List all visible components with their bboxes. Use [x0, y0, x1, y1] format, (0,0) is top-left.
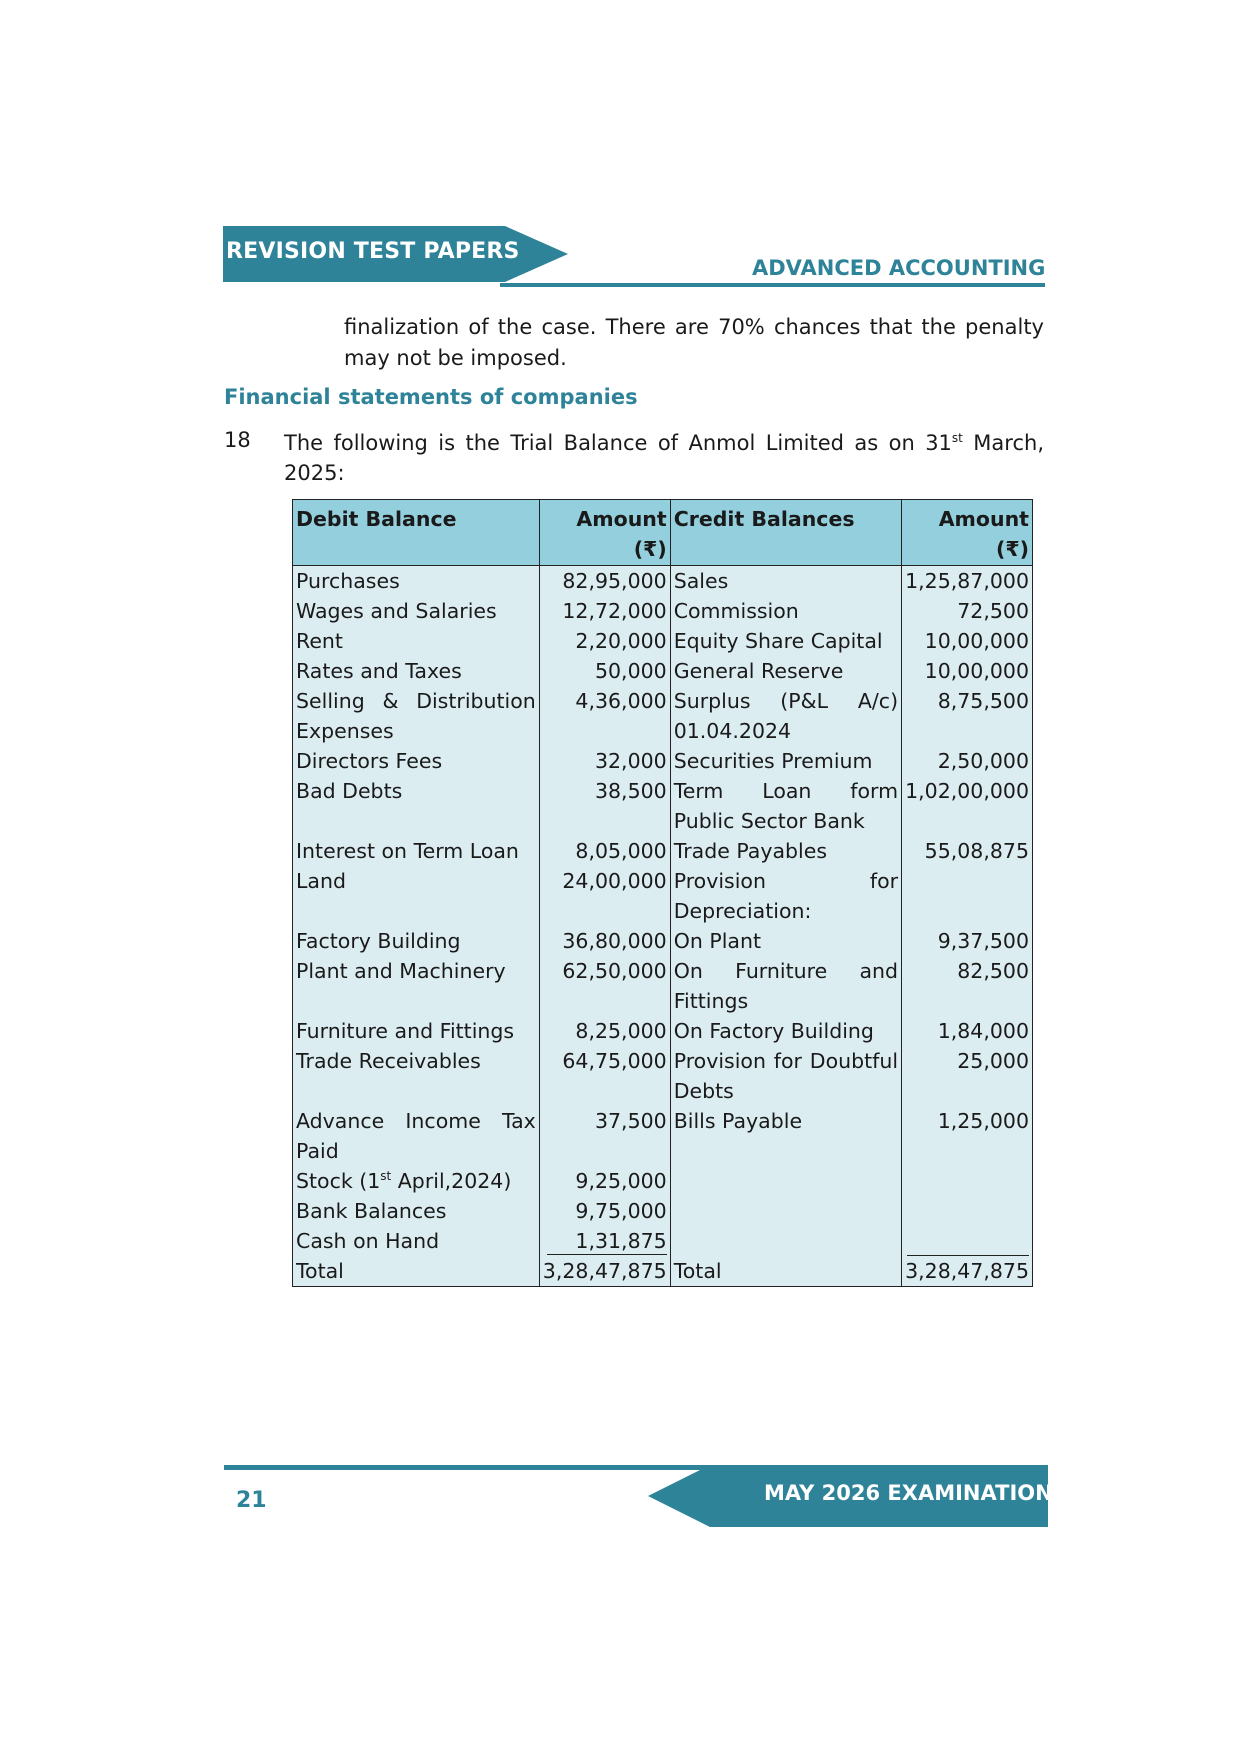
credit-item: On Factory Building	[670, 1016, 901, 1046]
question-text: The following is the Trial Balance of Anmol Limited as on 31st March, 2025:	[284, 431, 1044, 485]
credit-amount: 1,25,000	[902, 1106, 1033, 1166]
debit-total: 3,28,47,875	[539, 1256, 670, 1287]
intro-paragraph: finalization of the case. There are 70% chances that the penalty may not be imposed.	[344, 315, 1044, 370]
credit-amount	[902, 1166, 1033, 1196]
header-debit: Debit Balance	[293, 500, 540, 566]
header-credit: Credit Balances	[670, 500, 901, 566]
credit-amount: 1,25,87,000	[902, 566, 1033, 597]
credit-amount: 10,00,000	[902, 626, 1033, 656]
table-row	[293, 686, 1033, 746]
debit-item: Purchases	[293, 566, 540, 597]
debit-item: Plant and Machinery	[293, 956, 540, 1016]
debit-amount: 37,500	[539, 1106, 670, 1166]
credit-item	[670, 1166, 901, 1196]
debit-amount: 12,72,000	[539, 596, 670, 626]
debit-item: Interest on Term Loan	[293, 836, 540, 866]
credit-amount: 1,84,000	[902, 1016, 1033, 1046]
credit-amount: 1,02,00,000	[902, 776, 1033, 836]
debit-total-label: Total	[293, 1256, 540, 1287]
debit-item: Rent	[293, 626, 540, 656]
debit-item: Wages and Salaries	[293, 596, 540, 626]
credit-amount: 2,50,000	[902, 746, 1033, 776]
header-debit-amount: Amount (₹)	[539, 500, 670, 566]
header-credit-amount: Amount (₹)	[902, 500, 1033, 566]
header-right-title: ADVANCED ACCOUNTING	[752, 256, 1046, 280]
credit-total-label: Total	[670, 1256, 901, 1287]
table-row	[293, 566, 1033, 597]
table-row	[293, 1046, 1033, 1106]
debit-amount: 4,36,000	[539, 686, 670, 746]
credit-item: Equity Share Capital	[670, 626, 901, 656]
credit-item: Securities Premium	[670, 746, 901, 776]
credit-amount: 8,75,500	[902, 686, 1033, 746]
credit-amount	[902, 866, 1033, 926]
table-row	[293, 596, 1033, 626]
credit-amount: 82,500	[902, 956, 1033, 1016]
credit-item: Commission	[670, 596, 901, 626]
debit-amount: 9,25,000	[539, 1166, 670, 1196]
debit-amount: 50,000	[539, 656, 670, 686]
credit-item: Provision for Doubtful Debts	[670, 1046, 901, 1106]
footer-right-title: MAY 2026 EXAMINATION	[764, 1481, 1053, 1505]
table-row-cash	[293, 1226, 1033, 1256]
table-row	[293, 1016, 1033, 1046]
debit-item: Factory Building	[293, 926, 540, 956]
debit-amount: 62,50,000	[539, 956, 670, 1016]
credit-amount: 10,00,000	[902, 656, 1033, 686]
debit-item: Furniture and Fittings	[293, 1016, 540, 1046]
debit-item: Bank Balances	[293, 1196, 540, 1226]
debit-item: Selling & Distribution Expenses	[293, 686, 540, 746]
table-row	[293, 926, 1033, 956]
table-row	[293, 836, 1033, 866]
table-row	[293, 866, 1033, 926]
credit-item: Bills Payable	[670, 1106, 901, 1166]
debit-amount: 38,500	[539, 776, 670, 836]
question-number: 18	[224, 428, 251, 452]
debit-amount: 8,05,000	[539, 836, 670, 866]
credit-amount-rule	[902, 1226, 1033, 1256]
debit-item: Land	[293, 866, 540, 926]
debit-item: Bad Debts	[293, 776, 540, 836]
credit-item: On Plant	[670, 926, 901, 956]
debit-item: Directors Fees	[293, 746, 540, 776]
debit-amount: 82,95,000	[539, 566, 670, 597]
credit-item: Term Loan form Public Sector Bank	[670, 776, 901, 836]
credit-item: Surplus (P&L A/c) 01.04.2024	[670, 686, 901, 746]
table-row	[293, 746, 1033, 776]
debit-item: Rates and Taxes	[293, 656, 540, 686]
table-row-total	[293, 1256, 1033, 1287]
debit-amount: 36,80,000	[539, 926, 670, 956]
credit-item	[670, 1226, 901, 1256]
table-row	[293, 656, 1033, 686]
table-row	[293, 1196, 1033, 1226]
section-heading: Financial statements of companies	[224, 385, 638, 409]
header-rule	[500, 283, 1045, 287]
credit-total: 3,28,47,875	[902, 1256, 1033, 1287]
credit-amount: 9,37,500	[902, 926, 1033, 956]
credit-item	[670, 1196, 901, 1226]
debit-item: Advance Income Tax Paid	[293, 1106, 540, 1166]
debit-item: Cash on Hand	[293, 1226, 540, 1256]
credit-amount: 72,500	[902, 596, 1033, 626]
table-header-row	[293, 500, 1033, 566]
credit-amount: 25,000	[902, 1046, 1033, 1106]
debit-item: Trade Receivables	[293, 1046, 540, 1106]
credit-item: Sales	[670, 566, 901, 597]
table-row	[293, 956, 1033, 1016]
debit-amount: 8,25,000	[539, 1016, 670, 1046]
debit-item: Stock (1st April,2024)	[293, 1166, 540, 1196]
debit-amount: 32,000	[539, 746, 670, 776]
credit-item: Trade Payables	[670, 836, 901, 866]
debit-amount: 64,75,000	[539, 1046, 670, 1106]
credit-item: General Reserve	[670, 656, 901, 686]
credit-amount: 55,08,875	[902, 836, 1033, 866]
debit-amount: 1,31,875	[539, 1226, 670, 1256]
credit-amount	[902, 1196, 1033, 1226]
table-row-stock	[293, 1166, 1033, 1196]
trial-balance-table	[292, 499, 1033, 1287]
credit-item: Provision for Depreciation:	[670, 866, 901, 926]
credit-item: On Furniture and Fittings	[670, 956, 901, 1016]
debit-amount: 2,20,000	[539, 626, 670, 656]
page-number: 21	[236, 1488, 267, 1513]
debit-amount: 9,75,000	[539, 1196, 670, 1226]
table-row	[293, 1106, 1033, 1166]
table-row	[293, 776, 1033, 836]
header-left-title: REVISION TEST PAPERS	[226, 239, 520, 264]
debit-amount: 24,00,000	[539, 866, 670, 926]
table-row	[293, 626, 1033, 656]
